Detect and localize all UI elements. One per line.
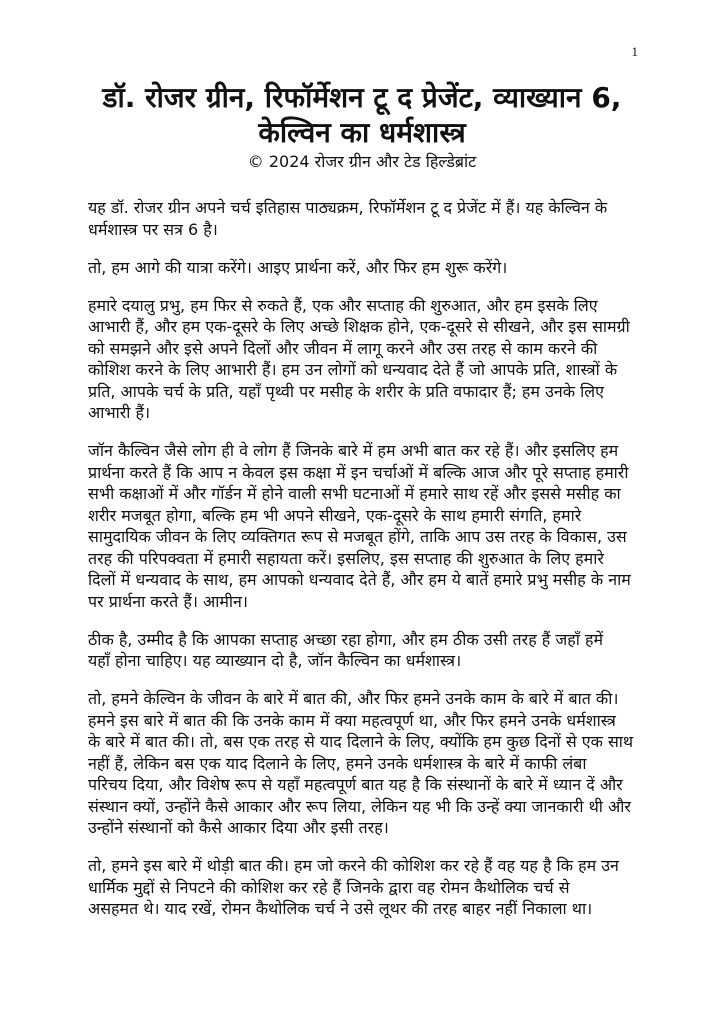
paragraph-line: तो, हम आगे की यात्रा करेंगे। आइए प्रार्थना करें, और फिर हम शुरू करेंगे। bbox=[88, 257, 508, 277]
paragraph-line: प्रति, आपके चर्च के प्रति, यहाँ पृथ्वी पर मसीह के शरीर के प्रति वफादार हैं; हम उनके लिए bbox=[88, 381, 604, 401]
paragraph-line: सभी कक्षाओं में और गॉर्डन में होने वाली सभी घटनाओं में हमारे साथ रहें और इससे मसीह का bbox=[88, 484, 621, 503]
paragraph bbox=[88, 855, 668, 920]
paragraph-line: धार्मिक मुद्दों से निपटने की कोशिश कर रहे हैं जिनके द्वारा वह रोमन कैथोलिक चर्च से bbox=[88, 877, 570, 897]
paragraph-line: आभारी हैं, और हम एक-दूसरे के लिए अच्छे शिक्षक होने, एक-दूसरे से सीखने, और इस सामग्री bbox=[88, 317, 630, 336]
paragraph bbox=[88, 257, 668, 279]
paragraph bbox=[88, 295, 668, 424]
paragraph-line: ठीक है, उम्मीद है कि आपका सप्ताह अच्छा रहा होगा, और हम ठीक उसी तरह हैं जहाँ हमें bbox=[88, 629, 604, 649]
paragraph-line: शरीर मजबूत होगा, बल्कि हम भी अपने सीखने, एक-दूसरे के साथ हमारी संगति, हमारे bbox=[88, 505, 582, 525]
paragraph-line: असहमत थे। याद रखें, रोमन कैथोलिक चर्च ने उसे लूथर की तरह बाहर नहीं निकाला था। bbox=[88, 899, 593, 918]
paragraph-line: परिचय दिया, और विशेष रूप से यहाँ महत्वपूर्ण बात यह है कि संस्थानों के बारे में ध्यान दें और bbox=[88, 775, 623, 794]
paragraph-line: पर प्रार्थना करते हैं। आमीन। bbox=[88, 591, 248, 611]
document-body bbox=[88, 197, 668, 936]
paragraph-line: तरह की परिपक्वता में हमारी सहायता करें। इसलिए, इस सप्ताह की शुरुआत के लिए हमारे bbox=[88, 548, 604, 568]
paragraph-line: नहीं हैं, लेकिन बस एक याद दिलाने के लिए, हमने उनके धर्मशास्त्र के बारे में काफी लंबा bbox=[88, 753, 587, 773]
paragraph-line: सामुदायिक जीवन के लिए व्यक्तिगत रूप से मजबूत होंगे, ताकि आप उस तरह के विकास, उस bbox=[88, 527, 627, 546]
page-number: 1 bbox=[631, 44, 638, 59]
paragraph-line: दिलों में धन्यवाद के साथ, हम आपको धन्यवाद देते हैं, और हम ये बातें हमारे प्रभु मसीह के नाम bbox=[88, 570, 631, 589]
title-line: केल्विन का धर्मशास्त्र bbox=[258, 116, 466, 149]
paragraph-line: कोशिश करने के लिए आभारी हैं। हम उन लोगों को धन्यवाद देते हैं जो आपके प्रति, शास्त्रों के bbox=[88, 360, 618, 379]
paragraph-line: प्रार्थना करते हैं कि आप न केवल इस कक्षा में इन चर्चाओं में बल्कि आज और पूरे सप्ताह हमारी bbox=[88, 462, 629, 482]
paragraph-line: आभारी हैं। bbox=[88, 403, 151, 422]
paragraph-line: उन्होंने संस्थानों को कैसे आकार दिया और इसी तरह। bbox=[88, 818, 389, 837]
title-line: डॉ. रोजर ग्रीन, रिफॉर्मेशन टू द प्रेजेंट, व्याख्यान 6, bbox=[102, 81, 622, 114]
paragraph-line: तो, हमने इस बारे में थोड़ी बात की। हम जो करने की कोशिश कर रहे हैं वह यह है कि हम उन bbox=[88, 856, 619, 875]
paragraph bbox=[88, 197, 668, 240]
paragraph-line: तो, हमने केल्विन के जीवन के बारे में बात की, और फिर हमने उनके काम के बारे में बात की। bbox=[88, 689, 619, 708]
paragraph-line: यहाँ होना चाहिए। यह व्याख्यान दो है, जॉन कैल्विन का धर्मशास्त्र। bbox=[88, 651, 462, 670]
paragraph-line: जॉन कैल्विन जैसे लोग ही वे लोग हैं जिनके बारे में हम अभी बात कर रहे हैं। और इसलिए हम bbox=[88, 441, 619, 460]
paragraph-line: संस्थान क्यों, उन्होंने कैसे आकार और रूप लिया, लेकिन यह भी कि उन्हें क्या जानकारी थी और bbox=[88, 796, 631, 816]
paragraph bbox=[88, 688, 668, 839]
paragraph-line: हमारे दयालु प्रभु, हम फिर से रुकते हैं, एक और सप्ताह की शुरुआत, और हम इसके लिए bbox=[88, 295, 598, 315]
paragraph-line: के बारे में बात की। तो, बस एक तरह से याद दिलाने के लिए, क्योंकि हम कुछ दिनों से एक साथ bbox=[88, 732, 634, 751]
copyright-notice: © 2024 रोजर ग्रीन और टेड हिल्डेब्रांट bbox=[247, 152, 477, 171]
paragraph-line: को समझने और इसे अपने दिलों और जीवन में लागू करने और उस तरह से काम करने की bbox=[88, 338, 598, 358]
paragraph bbox=[88, 629, 668, 672]
paragraph bbox=[88, 440, 668, 612]
paragraph-line: धर्मशास्त्र पर सत्र 6 है। bbox=[88, 219, 218, 239]
document-title bbox=[0, 80, 724, 150]
paragraph-line: यह डॉ. रोजर ग्रीन अपने चर्च इतिहास पाठ्यक्रम, रिफॉर्मेशन टू द प्रेजेंट में हैं। यह केल्विन के bbox=[88, 198, 608, 217]
paragraph-line: हमने इस बारे में बात की कि उनके काम में क्या महत्वपूर्ण था, और फिर हमने उनके धर्मशास्त्र bbox=[88, 710, 616, 730]
